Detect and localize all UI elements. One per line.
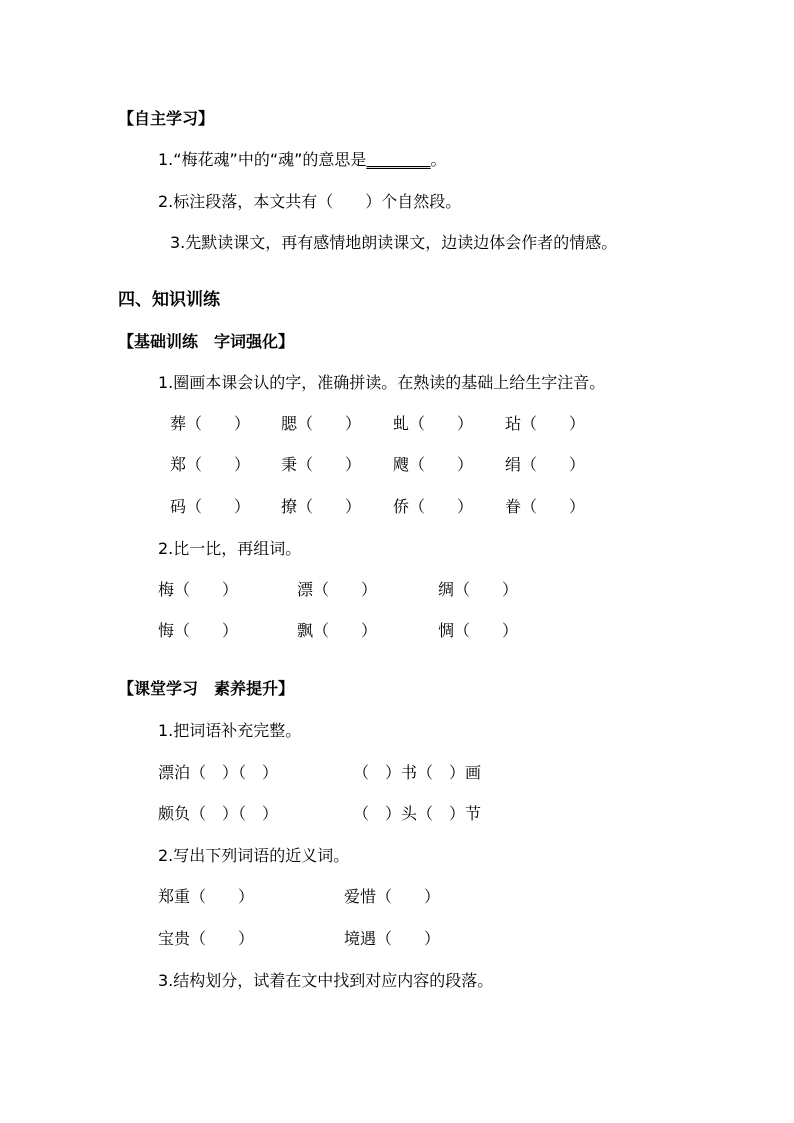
question-pinyin: 1.圈画本课会认的字，准确拼读。在熟读的基础上给生字注音。 (158, 373, 606, 392)
pinyin-item[interactable]: 秉（ ） (281, 455, 362, 474)
question-soul-meaning (158, 150, 446, 170)
question-text: 1.“梅花魂”中的“魂”的意思是 (158, 150, 367, 169)
question-structure: 3.结构划分，试着在文中找到对应内容的段落。 (158, 971, 494, 990)
fill-item[interactable]: 漂泊（ ）（ ） (158, 763, 279, 782)
synonym-item[interactable]: 爱惜（ ） (344, 887, 441, 906)
compare-item[interactable]: 悔（ ） (158, 621, 239, 640)
synonym-item[interactable]: 境遇（ ） (344, 929, 441, 948)
compare-item[interactable]: 绸（ ） (438, 580, 519, 599)
pinyin-item[interactable]: 飕（ ） (393, 455, 474, 474)
pinyin-item[interactable]: 撩（ ） (281, 497, 362, 516)
pinyin-item[interactable]: 腮（ ） (281, 414, 362, 433)
pinyin-item[interactable]: 侨（ ） (393, 497, 474, 516)
section-heading-basic-training: 【基础训练 字词强化】 (118, 332, 295, 351)
pinyin-item[interactable]: 眷（ ） (505, 497, 586, 516)
pinyin-item[interactable]: 玷（ ） (505, 414, 586, 433)
part-title: 四、知识训练 (118, 290, 220, 310)
section-heading-class-study: 【课堂学习 素养提升】 (118, 679, 295, 698)
pinyin-item[interactable]: 郑（ ） (170, 455, 251, 474)
question-compare: 2.比一比，再组词。 (158, 539, 302, 558)
compare-item[interactable]: 惆（ ） (438, 621, 519, 640)
pinyin-item[interactable]: 虬（ ） (393, 414, 474, 433)
fill-item[interactable]: 颇负（ ）（ ） (158, 804, 279, 823)
question-synonyms: 2.写出下列词语的近义词。 (158, 846, 350, 865)
question-paragraph-count: 2.标注段落，本文共有（ ）个自然段。 (158, 192, 462, 211)
pinyin-item[interactable]: 码（ ） (170, 497, 251, 516)
question-reading: 3.先默读课文，再有感情地朗读课文，边读边体会作者的情感。 (170, 233, 618, 252)
section-heading-self-study: 【自主学习】 (118, 109, 215, 128)
fill-item[interactable]: （ ）书（ ）画 (353, 763, 482, 782)
question-fill-words: 1.把词语补充完整。 (158, 721, 302, 740)
question-suffix: 。 (430, 150, 447, 169)
pinyin-item[interactable]: 葬（ ） (170, 414, 251, 433)
compare-item[interactable]: 漂（ ） (297, 580, 378, 599)
compare-item[interactable]: 梅（ ） (158, 580, 239, 599)
synonym-item[interactable]: 郑重（ ） (158, 887, 255, 906)
synonym-item[interactable]: 宝贵（ ） (158, 929, 255, 948)
pinyin-item[interactable]: 绢（ ） (505, 455, 586, 474)
fill-item[interactable]: （ ）头（ ）节 (353, 804, 482, 823)
compare-item[interactable]: 飘（ ） (297, 621, 378, 640)
answer-blank[interactable]: ________ (366, 150, 431, 169)
